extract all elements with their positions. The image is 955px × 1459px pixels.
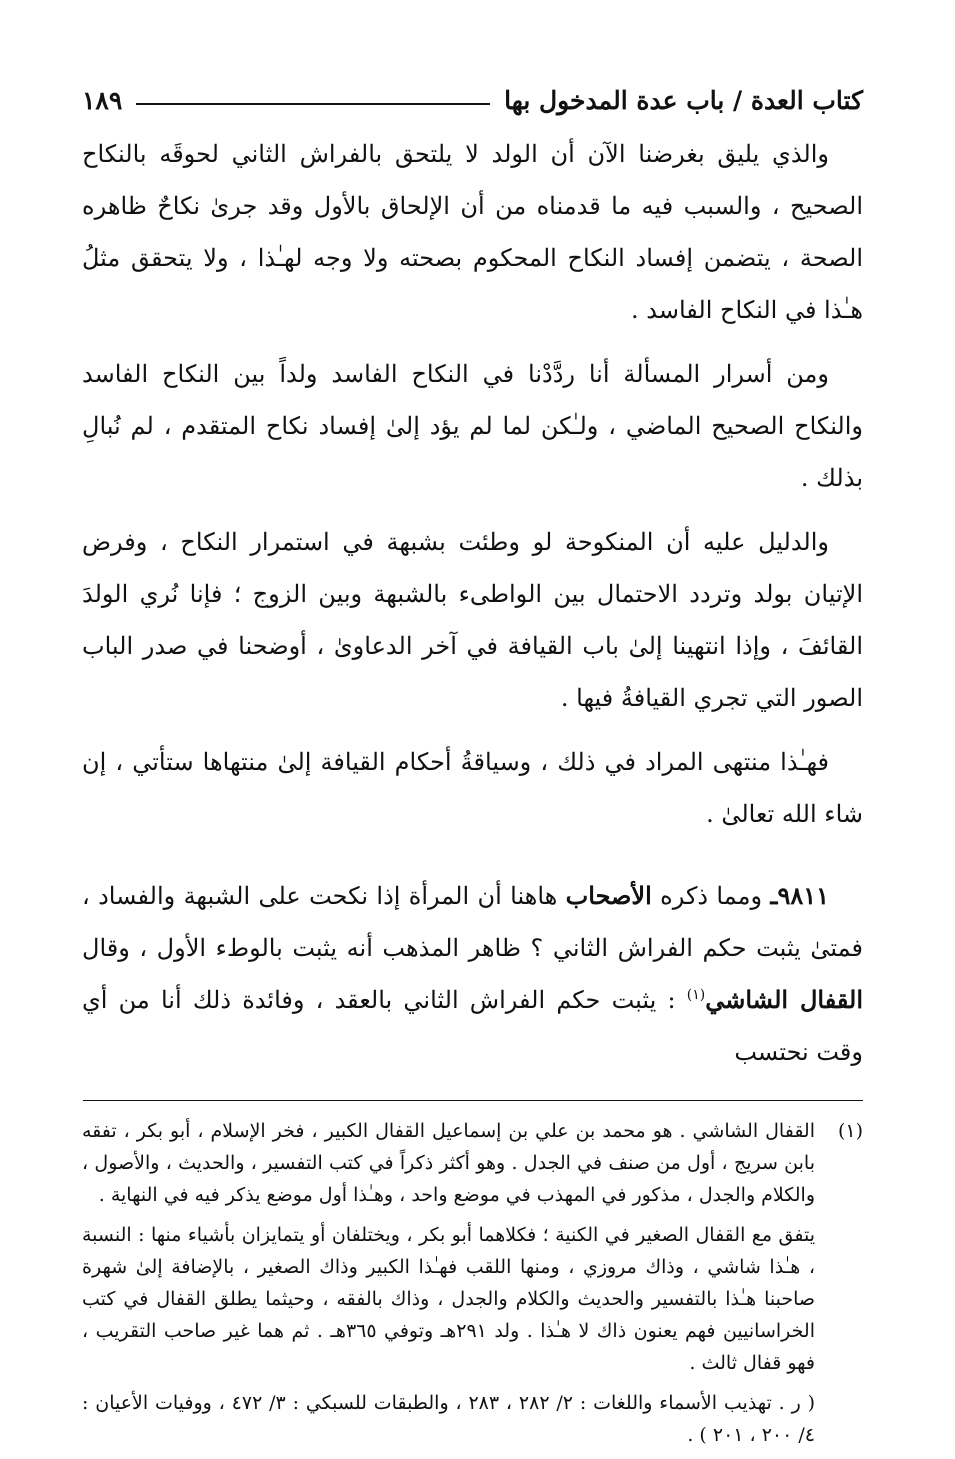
paragraph-4: فهـٰذا منتهى المراد في ذلك ، وسياقةُ أحكام القيافة إلىٰ منتهاها ستأتي ، إن شاء الله تعالىٰ .: [82, 748, 863, 828]
footnotes: [82, 1100, 863, 1459]
paragraph-1: والذي يليق بغرضنا الآن أن الولد لا يلتحق بالفراش الثاني لحوقَه بالنكاح الصحيح ، والسبب فيه ما قدمناه من أن الإلحاق بالأول وقد جرىٰ نكاحٌ ظاهره الصحة ، يتضمن إفساد النكاح المحكوم بصحته ولا وجه لهـٰذا ، ولا يتحقق مثلُ هـٰذا في النكاح الفاسد .: [82, 140, 863, 324]
paragraph-issue-9811: [82, 870, 863, 1078]
footnote-body: [82, 1115, 815, 1459]
header-rule: [136, 103, 490, 105]
paragraph-2: ومن أسرار المسألة أنا ردَّدْنا في النكاح الفاسد ولداً بين النكاح الفاسد والنكاح الصحيح الماضي ، ولـٰكن لما لم يؤد إلىٰ إفساد نكاح المتقدم ، لم نُبالِ بذلك .: [82, 360, 864, 492]
footnote-rule: [83, 1100, 863, 1101]
chapter-title: كتاب العدة / باب عدة المدخول بها: [504, 85, 863, 115]
issue-text-a: ومما ذكره: [651, 882, 771, 910]
footnote-1: [82, 1115, 863, 1459]
issue-text-c: : يثبت حكم الفراش الثاني بالعقد ، وفائدة ذلك أنا من أي وقت نحتسب: [82, 986, 863, 1066]
footnote-paragraph-2: يتفق مع القفال الصغير في الكنية ؛ فكلاهما أبو بكر ، ويختلفان أو يتمايزان بأشياء منها : النسبة ، هـٰذا شاشي ، وذاك مروزي ، ومنها اللقب فهـٰذا الكبير وذاك الصغير ، بالإضافة إلىٰ شهرة صاحبنا هـٰذا بالتفسير والحديث والكلام والجدل ، وذاك بالفقه ، وحيثما يطلق القفال في كتب الخراسانيين فهم يعنون ذاك لا هـٰذا . ولد ٢٩١هـ وتوفي ٣٦٥هـ . ثم هما غير صاحب التقريب ، فهو قفال ثالث .: [82, 1224, 815, 1374]
footnote-paragraph-1: القفال الشاشي . هو محمد بن علي بن إسماعيل القفال الكبير ، فخر الإسلام ، أبو بكر ، تفقه بابن سريج ، أول من صنف في الجدل . وهو أكثر ذكراً في كتب التفسير ، والحديث ، والأصول ، والكلام والجدل ، مذكور في المهذب في موضع واحد ، وهـٰذا أول موضع يذكر فيه في النهاية .: [82, 1120, 815, 1206]
paragraph-3: والدليل عليه أن المنكوحة لو وطئت بشبهة في استمرار النكاح ، وفرض الإتيان بولد وتردد الاحتمال بين الواطىء بالشبهة وبين الزوج ؛ فإنا نُري الولدَ القائفَ ، وإذا انتهينا إلىٰ باب القيافة في آخر الدعاوىٰ ، أوضحنا في صدر الباب الصور التي تجري القيافةُ فيها .: [82, 528, 863, 712]
running-header: [82, 78, 863, 122]
issue-number: ٩٨١١ـ: [770, 881, 829, 910]
footnote-ref-1[interactable]: (١): [686, 987, 706, 1003]
footnote-references: ( ر . تهذيب الأسماء واللغات : ٢/ ٢٨٢ ، ٢٨٣ ، والطبقات للسبكي : ٣/ ٤٧٢ ، ووفيات الأعيان : ٤/ ٢٠٠ ، ٢٠١ ) .: [82, 1392, 815, 1446]
section-gap: [82, 852, 863, 870]
issue-text-b: هاهنا أن المرأة إذا نكحت على الشبهة والفساد ، فمتىٰ يثبت حكم الفراش الثاني ؟ ظاهر المذهب أنه يثبت بالوطء الأول ، وقال: [82, 882, 864, 962]
page-number: ١٨٩: [82, 85, 123, 115]
issue-bold-qaffal: القفال الشاشي: [705, 985, 863, 1014]
issue-bold-ashab: الأصحاب: [565, 881, 652, 910]
footnote-number: (١): [837, 1120, 863, 1142]
